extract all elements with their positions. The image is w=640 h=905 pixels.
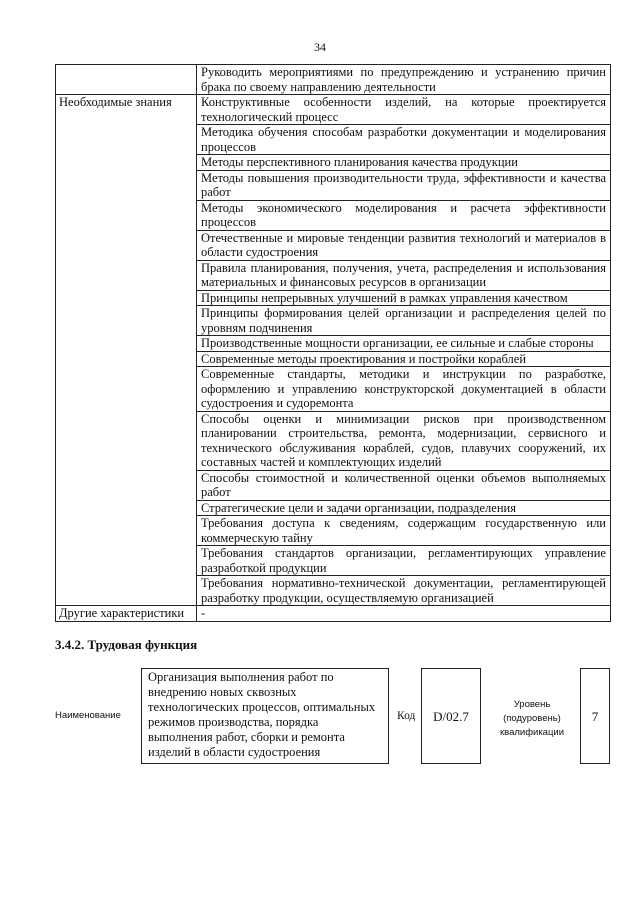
knowledge-item: Требования нормативно-технической документации, регламентирующей разработку продукции, осуществляемую организацией — [197, 576, 611, 606]
qualification-level-label: Уровень (подуровень) квалификации — [499, 699, 565, 738]
knowledge-item: Методика обучения способам разработки документации и моделирования процессов — [197, 125, 611, 155]
name-label: Наименование — [55, 710, 121, 721]
knowledge-item: Стратегические цели и задачи организации, подразделения — [197, 500, 611, 516]
knowledge-item: Производственные мощности организации, ее сильные и слабые стороны — [197, 336, 611, 352]
knowledge-item: Отечественные и мировые тенденции развития технологий и материалов в области судостроения — [197, 230, 611, 260]
requirements-table — [55, 64, 611, 622]
knowledge-item: Современные стандарты, методики и инструкции по разработке, оформлению и управлению конструкторской документацией в области судостроения и судоремонта — [197, 367, 611, 412]
knowledge-item: Методы экономического моделирования и расчета эффективности процессов — [197, 200, 611, 230]
knowledge-item: Конструктивные особенности изделий, на которые проектируется технологический процесс — [197, 95, 611, 125]
knowledge-item: Правила планирования, получения, учета, распределения и использования материальных и финансовых ресурсов в организации — [197, 260, 611, 290]
other-label: Другие характеристики — [56, 606, 197, 622]
code-value-box: D/02.7 — [421, 668, 481, 764]
empty-label-cell — [56, 65, 197, 95]
knowledge-item: Принципы непрерывных улучшений в рамках управления качеством — [197, 290, 611, 306]
table-row — [56, 95, 611, 125]
knowledge-item: Способы стоимостной и количественной оценки объемов выполняемых работ — [197, 470, 611, 500]
name-value-box: Организация выполнения работ по внедрению новых сквозных технологических процессов, оптимальных режимов производства, порядка выполнения работ, сборки и ремонта изделий в области судостроения — [141, 668, 389, 764]
section-heading: 3.4.2. Трудовая функция — [55, 637, 198, 652]
code-label: Код — [397, 710, 416, 722]
table-cell: Руководить мероприятиями по предупреждению и устранению причин брака по своему направлению деятельности — [197, 65, 611, 95]
knowledge-item: Современные методы проектирования и постройки кораблей — [197, 351, 611, 367]
qualification-level-box: 7 — [580, 668, 610, 764]
knowledge-item: Требования доступа к сведениям, содержащим государственную или коммерческую тайну — [197, 516, 611, 546]
knowledge-item: Методы перспективного планирования качества продукции — [197, 155, 611, 171]
knowledge-label: Необходимые знания — [56, 95, 197, 606]
knowledge-item: Методы повышения производительности труда, эффективности и качества работ — [197, 170, 611, 200]
labor-function-header — [0, 668, 640, 768]
knowledge-item: Способы оценки и минимизации рисков при производственном планировании строительства, ремонта, модернизации, сервисного и технического обслуживания кораблей, судов, плавучих сооружений, их составных частей и комплектующих изделий — [197, 411, 611, 470]
table-row — [56, 606, 611, 622]
knowledge-item: Принципы формирования целей организации и распределения целей по уровням подчинения — [197, 306, 611, 336]
page-number: 34 — [314, 40, 326, 54]
table-row — [56, 65, 611, 95]
other-value: - — [197, 606, 611, 622]
knowledge-item: Требования стандартов организации, регламентирующих управление разработкой продукции — [197, 546, 611, 576]
